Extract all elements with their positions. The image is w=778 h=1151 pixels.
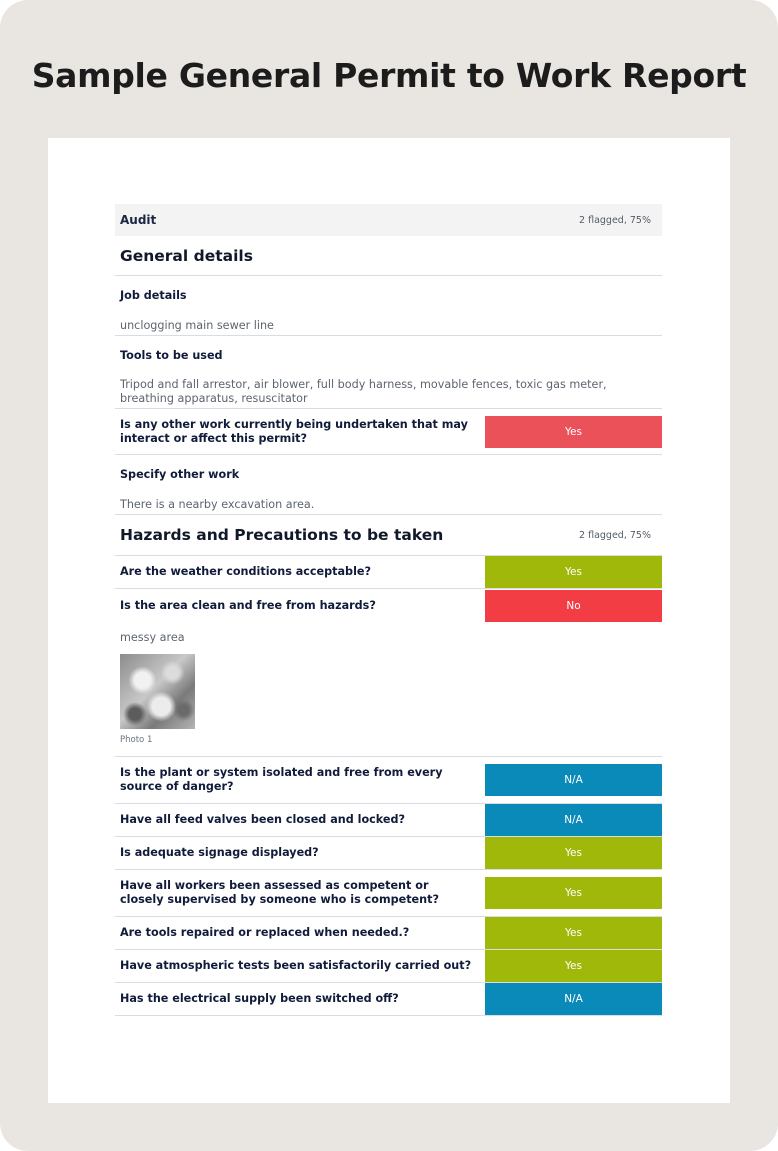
area-note: messy area — [120, 631, 185, 644]
specify-label: Specify other work — [120, 468, 240, 481]
hazard-item-signage — [115, 837, 662, 870]
answer-yes: Yes — [485, 877, 662, 909]
hazard-question: Is adequate signage displayed? — [120, 846, 319, 859]
hazard-items-list — [115, 757, 662, 1016]
specify-block — [115, 455, 662, 515]
hazard-question: Have all workers been assessed as competent or closely supervised by someone who is competent? — [120, 879, 439, 906]
hazard-question: Have atmospheric tests been satisfactorily carried out? — [120, 959, 472, 972]
other-work-question: Is any other work currently being undertaken that may interact or affect this permit? — [120, 417, 468, 445]
general-section-title: General details — [120, 246, 253, 265]
audit-label: Audit — [120, 213, 157, 227]
photo-caption: Photo 1 — [120, 735, 153, 745]
answer-no: No — [485, 590, 662, 622]
hazards-score: 2 flagged, 75% — [579, 529, 651, 541]
answer-yes: Yes — [485, 837, 662, 869]
hazard-item-isolated — [115, 757, 662, 804]
report-paper — [48, 138, 730, 1103]
weather-row — [115, 556, 662, 589]
weather-question: Are the weather conditions acceptable? — [120, 565, 371, 578]
hazard-question: Has the electrical supply been switched off? — [120, 992, 399, 1005]
answer-yes: Yes — [485, 556, 662, 588]
general-section-header — [115, 236, 662, 276]
job-details-answer: unclogging main sewer line — [120, 319, 274, 332]
hazard-question: Are tools repaired or replaced when needed.? — [120, 926, 410, 939]
report-body — [115, 204, 662, 1016]
area-row — [115, 589, 662, 622]
hazard-item-electrical — [115, 983, 662, 1016]
answer-na: N/A — [485, 764, 662, 796]
audit-score: 2 flagged, 75% — [579, 214, 651, 226]
audit-header — [115, 204, 662, 236]
area-note-block — [115, 622, 662, 757]
hazard-photo[interactable] — [120, 654, 195, 729]
job-details-label: Job details — [120, 289, 187, 302]
hazard-item-valves — [115, 804, 662, 837]
tools-block — [115, 336, 662, 409]
area-question: Is the area clean and free from hazards? — [120, 598, 376, 612]
other-work-row — [115, 409, 662, 455]
hazards-section-title: Hazards and Precautions to be taken — [120, 526, 444, 544]
tools-label: Tools to be used — [120, 349, 223, 362]
answer-yes: Yes — [485, 917, 662, 949]
hazards-section-header — [115, 515, 662, 556]
job-details-block — [115, 276, 662, 336]
answer-na: N/A — [485, 804, 662, 836]
answer-yes-flagged: Yes — [485, 416, 662, 448]
tools-answer: Tripod and fall arrestor, air blower, full body harness, movable fences, toxic gas meter, breathing apparatus, resuscitator — [120, 378, 607, 405]
page-title: Sample General Permit to Work Report — [31, 56, 747, 95]
specify-answer: There is a nearby excavation area. — [120, 498, 315, 511]
hazard-question: Have all feed valves been closed and locked? — [120, 813, 405, 826]
hazard-item-tools — [115, 917, 662, 950]
hazard-item-workers — [115, 870, 662, 917]
answer-na: N/A — [485, 983, 662, 1015]
answer-yes: Yes — [485, 950, 662, 982]
hazard-question: Is the plant or system isolated and free from every source of danger? — [120, 766, 443, 793]
hazard-item-atmospheric — [115, 950, 662, 983]
